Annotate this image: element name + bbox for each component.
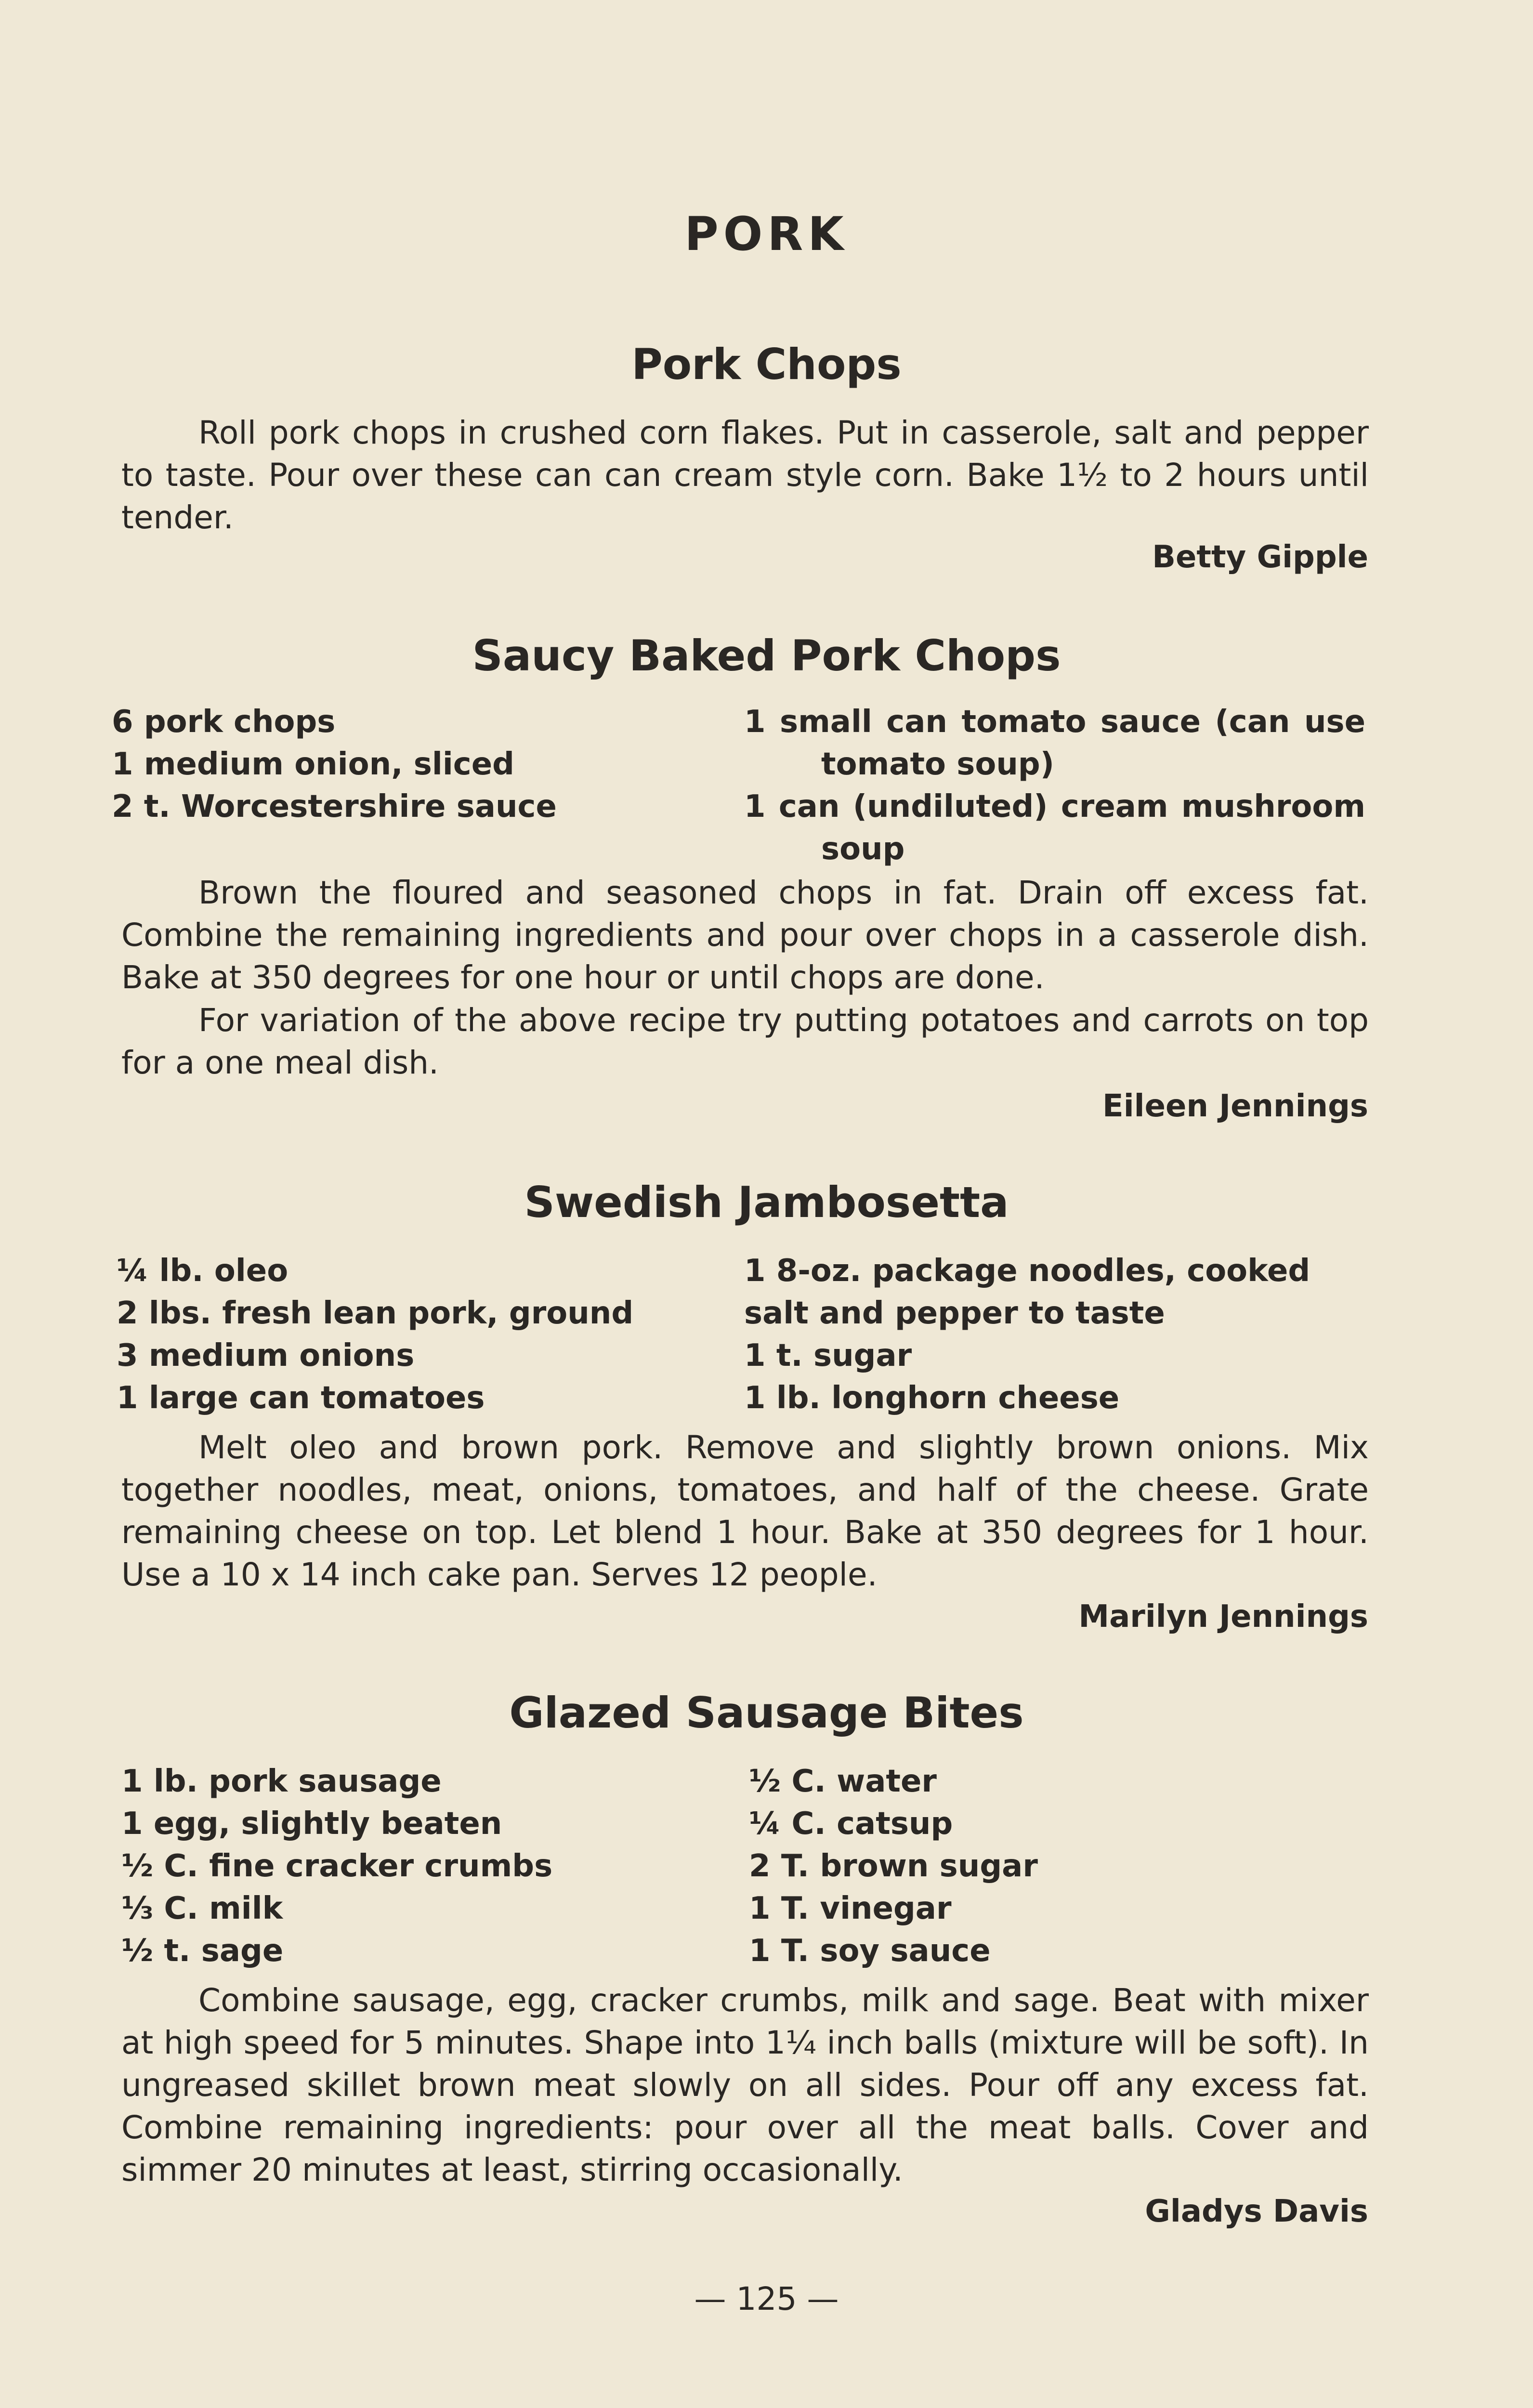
recipe-instructions: Combine sausage, egg, cracker crumbs, milk and sage. Beat with mixer at high speed for 5 minutes. Shape into 1¼ inch balls (mixture will be soft). In ungreased skillet brown meat slowly on all sides. Pour off any excess fat. Combine remaining ingredients: pour over all the meat balls. Cover and simmer 20 minutes at least, stirring occasionally.	[121, 1982, 1369, 2188]
ingredient-list-right	[749, 1760, 1038, 1972]
recipe-author: Gladys Davis	[1145, 2194, 1368, 2229]
ingredient: ½ t. sage	[121, 1933, 284, 1969]
ingredient: 1 can (undiluted) cream mushroom soup	[744, 789, 1365, 867]
recipe-variation: For variation of the above recipe try putting potatoes and carrots on top for a one meal dish.	[121, 1002, 1369, 1081]
ingredient: 1 t. sugar	[744, 1338, 912, 1374]
chapter-title: PORK	[684, 207, 849, 261]
ingredient: 1 lb. pork sausage	[121, 1764, 442, 1799]
ingredient: 2 lbs. fresh lean pork, ground	[117, 1296, 634, 1331]
recipe-instructions: Roll pork chops in crushed corn flakes. Put in casserole, salt and pepper to taste. Pour over these can can cream style corn. Bake 1½ to 2 hours until tender.	[121, 414, 1369, 536]
ingredient-list-left	[112, 701, 557, 828]
ingredient: 1 small can tomato sauce (can use tomato soup)	[744, 704, 1365, 782]
ingredient-list-left	[117, 1250, 633, 1419]
ingredient: 1 medium onion, sliced	[112, 746, 514, 782]
recipe-author: Betty Gipple	[1152, 539, 1368, 575]
recipe-author: Eileen Jennings	[1102, 1088, 1368, 1124]
recipe-author: Marilyn Jennings	[1078, 1599, 1368, 1635]
ingredient-list-right	[744, 1250, 1310, 1419]
ingredient: 1 T. vinegar	[749, 1891, 952, 1926]
ingredient: salt and pepper to taste	[744, 1296, 1165, 1331]
recipe-instructions: Melt oleo and brown pork. Remove and slightly brown onions. Mix together noodles, meat, onions, tomatoes, and half of the cheese. Grate remaining cheese on top. Let blend 1 hour. Bake at 350 degrees for 1 hour. Use a 10 x 14 inch cake pan. Serves 12 people.	[121, 1429, 1369, 1593]
ingredient: 1 T. soy sauce	[749, 1933, 991, 1969]
page-number: — 125 —	[694, 2280, 839, 2317]
ingredient: 1 egg, slightly beaten	[121, 1806, 502, 1842]
recipe-title-swedish-jambosetta: Swedish Jambosetta	[524, 1178, 1009, 1227]
ingredient: ½ C. fine cracker crumbs	[121, 1848, 553, 1884]
ingredient: 6 pork chops	[112, 704, 336, 740]
ingredient: ½ C. water	[749, 1764, 937, 1799]
ingredient: 3 medium onions	[117, 1338, 415, 1374]
recipe-title-pork-chops: Pork Chops	[631, 340, 902, 389]
ingredient-list-left	[121, 1760, 552, 1972]
ingredient: ¼ lb. oleo	[117, 1253, 288, 1289]
recipe-title-glazed-sausage-bites: Glazed Sausage Bites	[509, 1688, 1024, 1738]
recipe-instructions: Brown the floured and seasoned chops in fat. Drain off excess fat. Combine the remaining ingredients and pour over chops in a casserole dish. Bake at 350 degrees for one hour or until chops are done.	[121, 874, 1369, 996]
ingredient: 1 lb. longhorn cheese	[744, 1380, 1120, 1416]
ingredient: 1 8-oz. package noodles, cooked	[744, 1253, 1310, 1289]
ingredient: 2 T. brown sugar	[749, 1848, 1038, 1884]
ingredient: ⅓ C. milk	[121, 1891, 283, 1926]
ingredient: 1 large can tomatoes	[117, 1380, 485, 1416]
ingredient: 2 t. Worcestershire sauce	[112, 789, 557, 824]
recipe-title-saucy-baked-pork-chops: Saucy Baked Pork Chops	[472, 631, 1061, 681]
ingredient: ¼ C. catsup	[749, 1806, 953, 1842]
ingredient-list-right	[744, 701, 1365, 870]
